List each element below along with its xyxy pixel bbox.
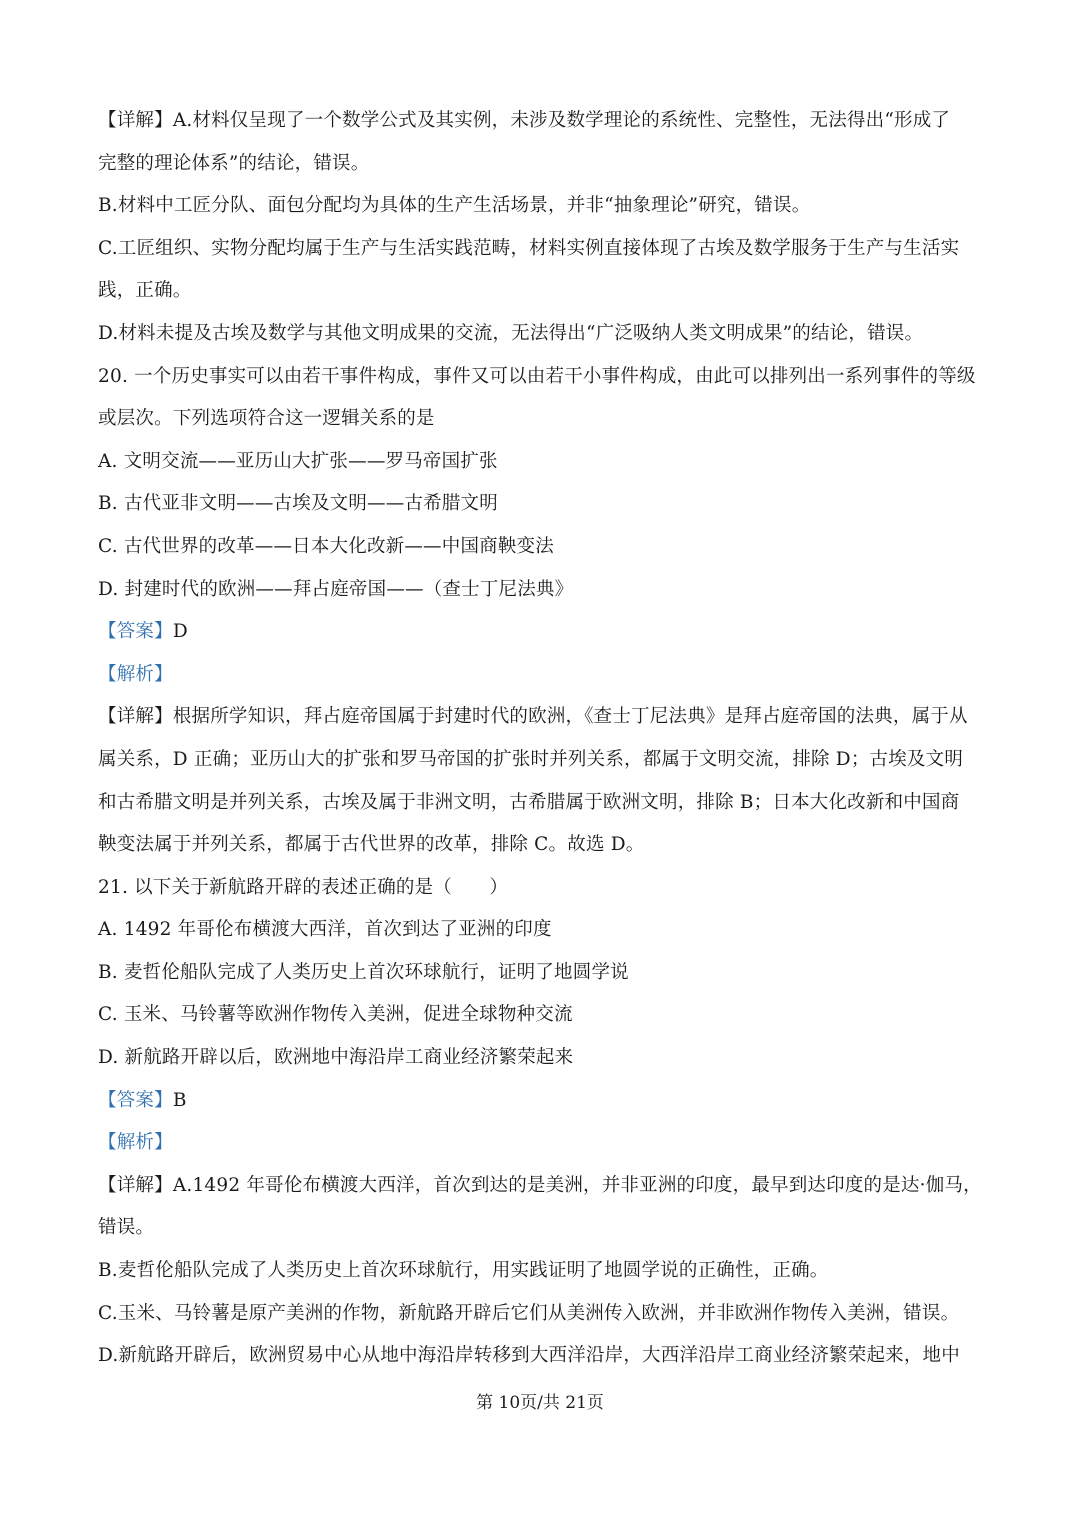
q19-explanation-line-4: C.工匠组织、实物分配均属于生产与生活实践范畴，材料实例直接体现了古埃及数学服务于生产与生活实 [98, 237, 960, 259]
q19-explanation-line-2: 完整的理论体系”的结论，错误。 [98, 152, 370, 174]
q21-option-b: B. 麦哲伦船队完成了人类历史上首次环球航行，证明了地圆学说 [98, 961, 629, 983]
q21-detail-line-4: C.玉米、马铃薯是原产美洲的作物，新航路开辟后它们从美洲传入欧洲，并非欧洲作物传入美洲，错误。 [98, 1302, 960, 1324]
q20-detail-line-4: 鞅变法属于并列关系，都属于古代世界的改革，排除 C。故选 D。 [98, 834, 645, 856]
q20-detail-text: 根据所学知识，拜占庭帝国属于封建时代的欧洲，《查士丁尼法典》是拜占庭帝国的法典，属于从 [172, 706, 968, 728]
detail-tag: 【详解】 [98, 110, 173, 131]
answer-value: D [172, 621, 188, 643]
q20-option-b: B. 古代亚非文明——古埃及文明——古希腊文明 [98, 493, 498, 515]
q19-explanation-line-6: D.材料未提及古埃及数学与其他文明成果的交流，无法得出“广泛吸纳人类文明成果”的结论，错误。 [98, 322, 924, 344]
page-footer-number: 第 10页/共 21页 [476, 1393, 604, 1413]
q20-option-a: A. 文明交流——亚历山大扩张——罗马帝国扩张 [98, 450, 498, 472]
q21-option-a: A. 1492 年哥伦布横渡大西洋，首次到达了亚洲的印度 [98, 919, 552, 941]
detail-tag: 【详解】 [98, 1174, 173, 1196]
page-content [98, 100, 988, 1378]
q21-detail-text: A.1492 年哥伦布横渡大西洋，首次到达的是美洲，并非亚洲的印度，最早到达印度的是达·伽马， [172, 1174, 982, 1196]
q21-stem: 21. 以下关于新航路开辟的表述正确的是（ ） [98, 876, 509, 898]
analysis-tag: 【解析】 [98, 1132, 173, 1154]
answer-value: B [172, 1089, 187, 1111]
analysis-tag: 【解析】 [98, 663, 173, 685]
q20-answer [98, 611, 988, 654]
q20-option-d: D. 封建时代的欧洲——拜占庭帝国——（查士丁尼法典》 [98, 578, 574, 600]
q21-detail-line-5: D.新航路开辟后，欧洲贸易中心从地中海沿岸转移到大西洋沿岸，大西洋沿岸工商业经济繁荣起来，地中 [98, 1345, 960, 1367]
q19-explanation-line-3: B.材料中工匠分队、面包分配均为具体的生产生活场景，并非“抽象理论”研究，错误。 [98, 195, 811, 217]
q21-option-d: D. 新航路开辟以后，欧洲地中海沿岸工商业经济繁荣起来 [98, 1047, 574, 1069]
detail-tag: 【详解】 [98, 706, 173, 728]
q20-detail-line-1 [98, 696, 988, 739]
q21-detail-line-2: 错误。 [98, 1217, 155, 1239]
q20-stem-line-2: 或层次。下列选项符合这一逻辑关系的是 [98, 408, 435, 430]
q20-detail-line-3: 和古希腊文明是并列关系，古埃及属于非洲文明，古希腊属于欧洲文明，排除 B；日本大化改新和中国商 [98, 791, 960, 813]
answer-tag: 【答案】 [98, 1089, 173, 1111]
q19-explanation-text: A.材料仅呈现了一个数学公式及其实例，未涉及数学理论的系统性、完整性，无法得出“形成了 [172, 110, 951, 131]
q21-answer [98, 1080, 988, 1123]
q21-analysis-heading [98, 1122, 988, 1165]
q21-detail-line-3: B.麦哲伦船队完成了人类历史上首次环球航行，用实践证明了地圆学说的正确性，正确。 [98, 1260, 829, 1282]
q20-stem-line-1: 20. 一个历史事实可以由若干事件构成，事件又可以由若干小事件构成，由此可以排列出一系列事件的等级 [98, 365, 976, 387]
q20-analysis-heading [98, 654, 988, 697]
q20-detail-line-2: 属关系，D 正确；亚历山大的扩张和罗马帝国的扩张时并列关系，都属于文明交流，排除 D；古埃及文明 [98, 748, 964, 770]
q20-option-c: C. 古代世界的改革——日本大化改新——中国商鞅变法 [98, 535, 554, 557]
q19-explanation-line-5: 践，正确。 [98, 280, 192, 302]
q19-explanation-line-1 [98, 100, 988, 143]
q21-detail-line-1 [98, 1165, 988, 1208]
q21-option-c: C. 玉米、马铃薯等欧洲作物传入美洲，促进全球物种交流 [98, 1004, 573, 1026]
answer-tag: 【答案】 [98, 621, 173, 643]
